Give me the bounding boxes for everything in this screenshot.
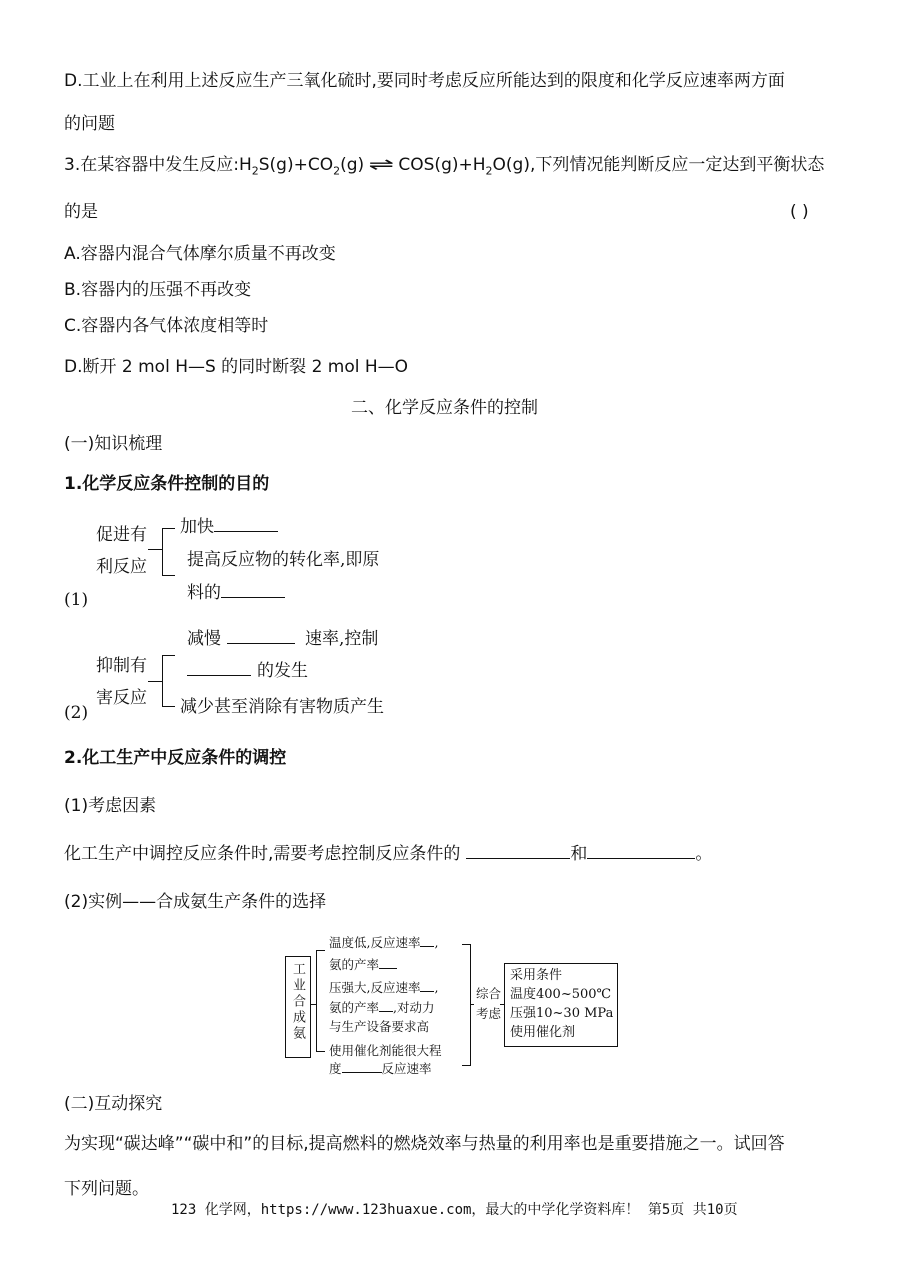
factor-title: (1)考虑因素 [64, 796, 157, 816]
factor-sentence: 化工生产中调控反应条件时,需要考虑控制反应条件的 和 。 [64, 844, 713, 864]
synthesis-2: 考虑 [476, 1006, 502, 1021]
high-pressure: 压强大,反应速率 , [329, 980, 439, 995]
q3-option-c: C.容器内各气体浓度相等时 [64, 316, 269, 336]
low-temp-yield: 氨的产率 [329, 955, 397, 974]
item-reduce-harm: 减少甚至消除有害物质产生 [180, 697, 384, 717]
item-num-2: (2) [64, 703, 89, 723]
subsection-explore: (二)互动探究 [64, 1094, 163, 1114]
equilibrium-arrow-icon: ⇌ [368, 155, 395, 175]
ammonia-label: 工业合成氨 [290, 962, 305, 1042]
q3-option-d: D.断开 2 mol H—S 的同时断裂 2 mol H—O [64, 357, 409, 377]
item-slow-down: 减慢 速率,控制 [187, 629, 379, 649]
q3-option-a: A.容器内混合气体摩尔质量不再改变 [64, 244, 336, 264]
q3-stem-cont: 的是 [64, 202, 98, 222]
condition-4: 使用催化剂 [510, 1025, 576, 1040]
promote-label-2: 利反应 [96, 557, 147, 577]
heading-1: 1.化学反应条件控制的目的 [64, 474, 270, 494]
suppress-label-2: 害反应 [96, 688, 147, 708]
low-temp: 温度低,反应速率 , [329, 935, 439, 950]
q3-option-b: B.容器内的压强不再改变 [64, 280, 252, 300]
heading-2: 2.化工生产中反应条件的调控 [64, 748, 287, 768]
item-conversion: 提高反应物的转化率,即原 [187, 550, 380, 570]
condition-1: 采用条件 [510, 968, 563, 983]
page-footer: 123 化学网，https://www.123huaxue.com，最大的中学化学资料库！ 第5页 共10页 [171, 1202, 738, 1218]
explore-text-cont: 下列问题。 [64, 1179, 149, 1199]
subsection-knowledge: (一)知识梳理 [64, 434, 163, 454]
example-title: (2)实例——合成氨生产条件的选择 [64, 892, 327, 912]
q3-stem: 3.在某容器中发生反应$:H_2S(g)+CO_2(g)$ ⇌ $COS(g)+H_2O(g)$,下列情况能判断反应一定达到平衡状态 [64, 155, 825, 178]
item-raw-material: 料的 [187, 581, 285, 605]
catalyst: 使用催化剂能很大程 [329, 1043, 442, 1058]
equipment: 与生产设备要求高 [329, 1019, 430, 1034]
suppress-label-1: 抑制有 [96, 656, 147, 676]
item-num-1: (1) [64, 590, 89, 610]
promote-label-1: 促进有 [96, 525, 147, 545]
explore-text: 为实现“碳达峰”“碳中和”的目标,提高燃料的燃烧效率与热量的利用率也是重要措施之一。试回答 [64, 1134, 785, 1154]
answer-paren: ( ) [790, 202, 809, 222]
catalyst-rate: 度 反应速率 [329, 1061, 432, 1076]
condition-3: 压强10~30 MPa [510, 1006, 614, 1021]
high-pressure-yield: 氨的产率 ,对动力 [329, 1000, 435, 1015]
q2-option-d-cont: 的问题 [64, 114, 115, 134]
condition-2: 温度400~500℃ [510, 987, 612, 1002]
synthesis-1: 综合 [476, 986, 502, 1001]
item-speed-up: 加快 [180, 515, 278, 539]
section-title: 二、化学反应条件的控制 [351, 398, 538, 418]
item-side-reaction: 的发生 [187, 659, 308, 683]
q2-option-d: D.工业上在利用上述反应生产三氧化硫时,要同时考虑反应所能达到的限度和化学反应速率两方面 [64, 71, 785, 91]
